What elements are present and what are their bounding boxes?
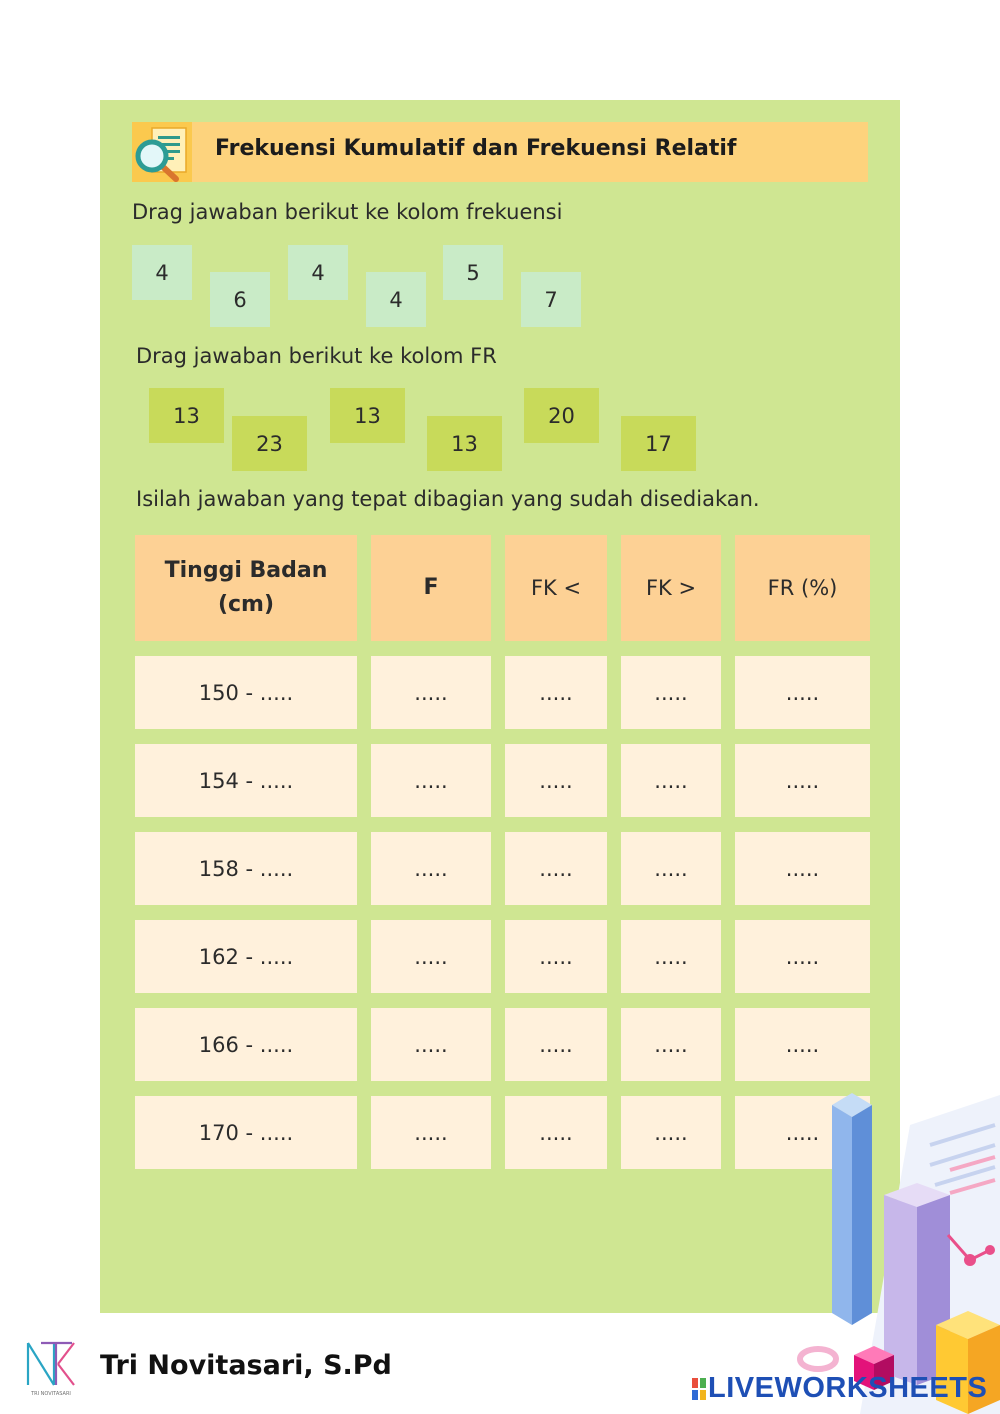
class-interval-cell[interactable]: 154 - .....	[135, 744, 357, 817]
answer-tile-fr[interactable]: 13	[149, 388, 224, 443]
class-interval-cell[interactable]: 166 - .....	[135, 1008, 357, 1081]
f-drop-cell[interactable]: .....	[371, 920, 491, 993]
page-title: Frekuensi Kumulatif dan Frekuensi Relatif	[215, 136, 737, 161]
fk-greater-input-cell[interactable]: .....	[621, 1008, 721, 1081]
fr-drop-cell[interactable]: .....	[735, 832, 870, 905]
fk-less-input-cell[interactable]: .....	[505, 744, 607, 817]
bar-chart-illustration-icon	[790, 1085, 1000, 1414]
fr-drop-cell[interactable]: .....	[735, 744, 870, 817]
fk-greater-input-cell[interactable]: .....	[621, 656, 721, 729]
fk-greater-input-cell[interactable]: .....	[621, 744, 721, 817]
f-drop-cell[interactable]: .....	[371, 1008, 491, 1081]
answer-tile-fr[interactable]: 17	[621, 416, 696, 471]
answer-tile-frekuensi[interactable]: 5	[443, 245, 503, 300]
answer-tile-fr[interactable]: 13	[427, 416, 502, 471]
class-interval-cell[interactable]: 170 - .....	[135, 1096, 357, 1169]
document-magnifier-icon	[132, 122, 192, 182]
answer-tile-frekuensi[interactable]: 4	[132, 245, 192, 300]
fk-less-input-cell[interactable]: .....	[505, 832, 607, 905]
fk-greater-input-cell[interactable]: .....	[621, 832, 721, 905]
logo-lettering: TRI NOVITASARI	[31, 1391, 71, 1397]
column-header-fr: FR (%)	[735, 535, 870, 641]
fr-drop-cell[interactable]: .....	[735, 920, 870, 993]
f-drop-cell[interactable]: .....	[371, 1096, 491, 1169]
fr-drop-cell[interactable]: .....	[735, 656, 870, 729]
column-header-tinggi-badan: Tinggi Badan (cm)	[135, 535, 357, 641]
answer-tile-fr[interactable]: 13	[330, 388, 405, 443]
answer-tile-frekuensi[interactable]: 6	[210, 272, 270, 327]
class-interval-cell[interactable]: 162 - .....	[135, 920, 357, 993]
answer-tile-fr[interactable]: 20	[524, 388, 599, 443]
author-name: Tri Novitasari, S.Pd	[100, 1350, 392, 1381]
answer-tile-frekuensi[interactable]: 7	[521, 272, 581, 327]
fk-greater-input-cell[interactable]: .....	[621, 1096, 721, 1169]
fk-less-input-cell[interactable]: .....	[505, 1096, 607, 1169]
fk-greater-input-cell[interactable]: .....	[621, 920, 721, 993]
fk-less-input-cell[interactable]: .....	[505, 656, 607, 729]
column-header-fk-greater: FK >	[621, 535, 721, 641]
f-drop-cell[interactable]: .....	[371, 744, 491, 817]
instruction-isilah: Isilah jawaban yang tepat dibagian yang sudah disediakan.	[136, 487, 760, 511]
f-drop-cell[interactable]: .....	[371, 656, 491, 729]
answer-tile-frekuensi[interactable]: 4	[366, 272, 426, 327]
class-interval-cell[interactable]: 150 - .....	[135, 656, 357, 729]
class-interval-cell[interactable]: 158 - .....	[135, 832, 357, 905]
liveworksheets-watermark: LIVEWORKSHEETS	[708, 1372, 988, 1404]
answer-tile-fr[interactable]: 23	[232, 416, 307, 471]
liveworksheets-badge-icon	[692, 1378, 706, 1400]
instruction-frekuensi: Drag jawaban berikut ke kolom frekuensi	[132, 200, 563, 224]
f-drop-cell[interactable]: .....	[371, 832, 491, 905]
column-header-f: F	[371, 535, 491, 641]
answer-tile-frekuensi[interactable]: 4	[288, 245, 348, 300]
fr-drop-cell[interactable]: .....	[735, 1008, 870, 1081]
fk-less-input-cell[interactable]: .....	[505, 920, 607, 993]
instruction-fr: Drag jawaban berikut ke kolom FR	[136, 344, 497, 368]
tnk-logo-icon	[24, 1340, 78, 1398]
fk-less-input-cell[interactable]: .....	[505, 1008, 607, 1081]
column-header-fk-less: FK <	[505, 535, 607, 641]
fr-drop-cell[interactable]: .....	[735, 1096, 870, 1169]
